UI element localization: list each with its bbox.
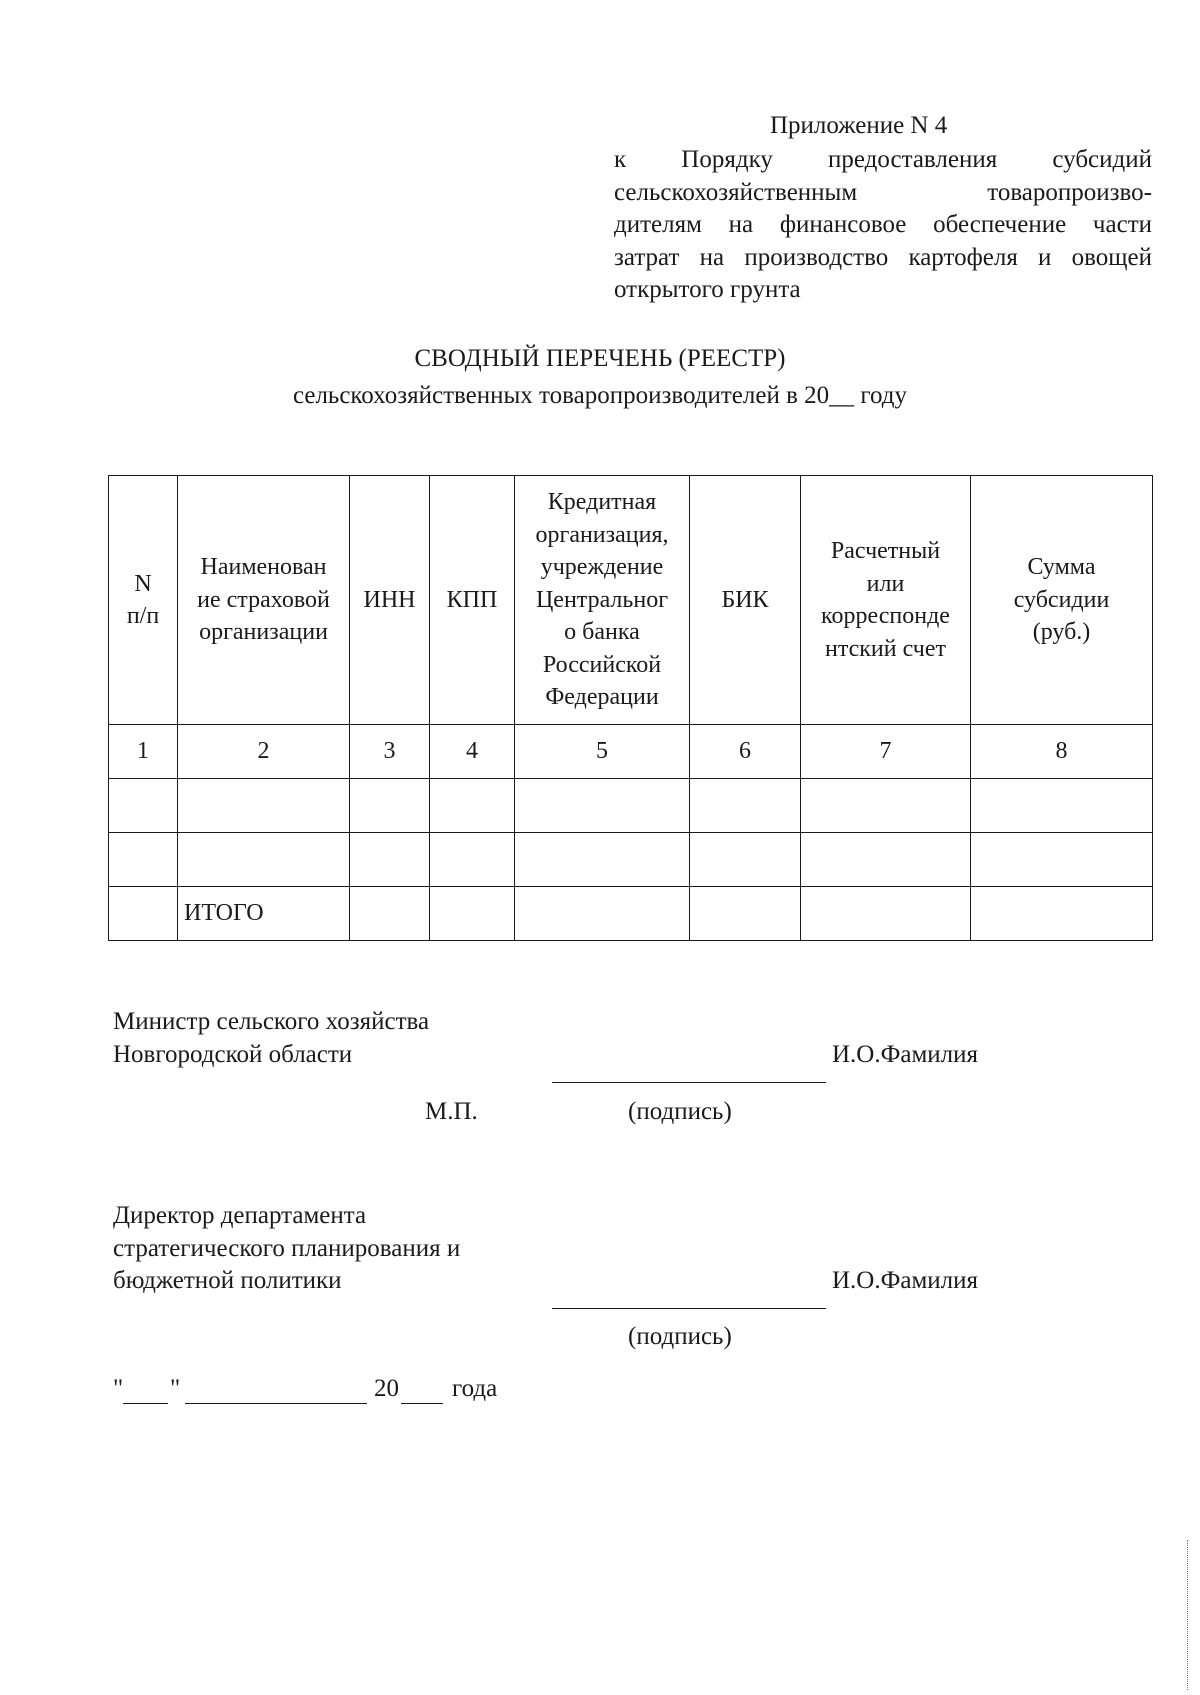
date-month-blank — [185, 1403, 367, 1404]
column-number: 7 — [801, 725, 971, 779]
header-cell-inn: ИНН — [350, 476, 430, 725]
date-year-blank — [401, 1403, 443, 1404]
table-cell — [350, 779, 430, 833]
scan-edge-mark — [1187, 1540, 1188, 1690]
table-cell — [350, 887, 430, 941]
table-cell — [515, 833, 690, 887]
annex-line: открытого грунта — [614, 276, 801, 303]
table-cell — [350, 833, 430, 887]
column-number: 3 — [350, 725, 430, 779]
column-number: 1 — [109, 725, 178, 779]
column-number: 2 — [178, 725, 350, 779]
column-number: 8 — [971, 725, 1153, 779]
annex-title: Приложение N 4 — [770, 112, 948, 139]
document-title: СВОДНЫЙ ПЕРЕЧЕНЬ (РЕЕСТР) — [414, 345, 786, 372]
minister-position: Министр сельского хозяйства Новгородской области — [113, 1008, 430, 1068]
table-header-row — [109, 476, 1153, 725]
table-cell — [178, 833, 350, 887]
table-cell — [971, 779, 1153, 833]
table-cell — [801, 833, 971, 887]
date-quote-close: " — [170, 1375, 181, 1402]
annex-line: дителям на финансовое обеспечение части — [614, 211, 1152, 238]
table-cell — [690, 833, 801, 887]
table-cell — [971, 887, 1153, 941]
date-year-suffix: года — [452, 1375, 498, 1402]
date-day-blank — [123, 1403, 168, 1404]
table-cell — [801, 887, 971, 941]
total-row — [109, 887, 1153, 941]
annex-line: сельскохозяйственным товаропроизво- — [614, 178, 1152, 206]
table-cell — [801, 779, 971, 833]
document-subtitle: сельскохозяйственных товаропроизводителей в 20__ году — [292, 382, 908, 409]
table-cell — [430, 779, 515, 833]
table-cell — [178, 779, 350, 833]
annex-line: затрат на производство картофеля и овощей — [614, 243, 1152, 271]
header-cell-number: N п/п — [109, 476, 178, 725]
table-cell — [430, 833, 515, 887]
total-label: ИТОГО — [178, 887, 350, 941]
table-cell — [109, 887, 178, 941]
annex-line: к Порядку предоставления субсидий — [614, 146, 1152, 173]
header-cell-kpp: КПП — [430, 476, 515, 725]
table-cell — [109, 779, 178, 833]
director-signature-caption: (подпись) — [628, 1323, 732, 1350]
table-cell — [690, 779, 801, 833]
minister-signature-caption: (подпись) — [628, 1098, 732, 1125]
director-name: И.О.Фамилия — [832, 1267, 979, 1294]
table-cell — [515, 887, 690, 941]
minister-name: И.О.Фамилия — [832, 1041, 979, 1068]
column-number: 4 — [430, 725, 515, 779]
column-number: 6 — [690, 725, 801, 779]
column-number-row — [109, 725, 1153, 779]
table-cell — [971, 833, 1153, 887]
minister-signature-line — [552, 1082, 826, 1083]
header-cell-credit-organization: Кредитная организация, учреждение Центральног о банка Российской Федерации — [515, 476, 690, 725]
table-cell — [430, 887, 515, 941]
header-cell-bik: БИК — [690, 476, 801, 725]
table-cell — [109, 833, 178, 887]
annex-description — [614, 144, 1152, 307]
table-row — [109, 779, 1153, 833]
registry-table — [108, 475, 1153, 941]
header-cell-subsidy-amount: Сумма субсидии (руб.) — [971, 476, 1153, 725]
date-quote-open: " — [113, 1375, 124, 1402]
header-cell-account: Расчетный или корреспонде нтский счет — [801, 476, 971, 725]
director-signature-line — [552, 1308, 826, 1309]
director-position: Директор департамента стратегического планирования и бюджетной политики — [113, 1202, 461, 1294]
table-cell — [515, 779, 690, 833]
table-cell — [690, 887, 801, 941]
seal-placeholder: М.П. — [425, 1098, 478, 1125]
column-number: 5 — [515, 725, 690, 779]
table-row — [109, 833, 1153, 887]
header-cell-organization-name: Наименован ие страховой организации — [178, 476, 350, 725]
date-year-prefix: 20 — [374, 1375, 399, 1402]
